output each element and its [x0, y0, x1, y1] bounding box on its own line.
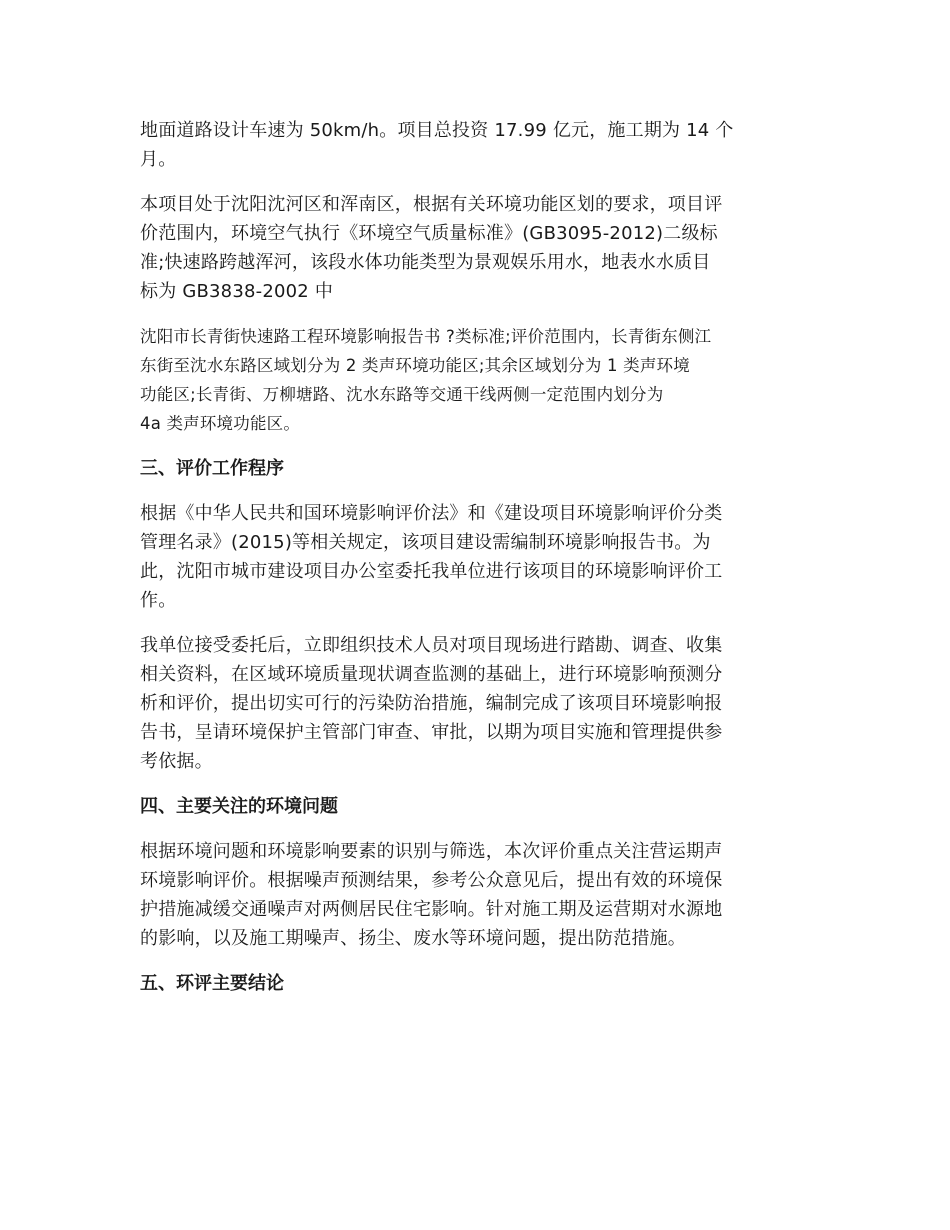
paragraph-functional-zoning: [140, 190, 820, 306]
text-line: 沈阳市长青街快速路工程环境影响报告书 ?类标准;评价范围内，长青街东侧江: [140, 327, 712, 346]
text-line: 的影响，以及施工期噪声、扬尘、废水等环境问题，提出防范措施。: [140, 928, 686, 949]
text-line: 准;快速路跨越浑河，该段水体功能类型为景观娱乐用水，地表水水质目: [140, 252, 711, 273]
text-line: 4a 类声环境功能区。: [140, 414, 301, 433]
text-line: 价范围内，环境空气执行《环境空气质量标准》(GB3095-2012)二级标: [140, 223, 718, 244]
text-line: 根据环境问题和环境影响要素的识别与筛选，本次评价重点关注营运期声: [140, 841, 723, 862]
text-line: 地面道路设计车速为 50km/h。项目总投资 17.99 亿元，施工期为 14 个: [140, 120, 734, 141]
text-line: 告书，呈请环境保护主管部门审查、审批，以期为项目实施和管理提供参: [140, 722, 723, 743]
text-line: 功能区;长青街、万柳塘路、沈水东路等交通干线两侧一定范围内划分为: [140, 385, 664, 404]
text-line: 标为 GB3838-2002 中: [140, 281, 334, 302]
text-line: 护措施减缓交通噪声对两侧居民住宅影响。针对施工期及运营期对水源地: [140, 899, 723, 920]
paragraph-work-process: [140, 631, 820, 776]
paragraph-noise-zoning: [140, 322, 820, 438]
text-line: 相关资料，在区域环境质量现状调查监测的基础上，进行环境影响预测分: [140, 664, 723, 685]
paragraph-legal-basis: [140, 499, 820, 615]
section-heading-conclusions: 五、环评主要结论: [140, 973, 284, 994]
text-line: 我单位接受委托后，立即组织技术人员对项目现场进行踏勘、调查、收集: [140, 635, 723, 656]
text-line: 考依据。: [140, 751, 213, 772]
text-line: 东街至沈水东路区域划分为 2 类声环境功能区;其余区域划分为 1 类声环境: [140, 356, 690, 375]
text-line: 月。: [140, 149, 177, 170]
text-line: 管理名录》(2015)等相关规定，该项目建设需编制环境影响报告书。为: [140, 532, 711, 553]
text-line: 析和评价，提出切实可行的污染防治措施，编制完成了该项目环境影响报: [140, 693, 723, 714]
section-heading-key-issues: 四、主要关注的环境问题: [140, 796, 338, 817]
text-line: 作。: [140, 590, 177, 611]
section-heading-evaluation-procedure: 三、评价工作程序: [140, 458, 284, 479]
document-page: [140, 116, 820, 998]
text-line: 根据《中华人民共和国环境影响评价法》和《建设项目环境影响评价分类: [140, 503, 723, 524]
paragraph-key-issues: [140, 837, 820, 953]
text-line: 环境影响评价。根据噪声预测结果，参考公众意见后，提出有效的环境保: [140, 870, 723, 891]
text-line: 本项目处于沈阳沈河区和浑南区，根据有关环境功能区划的要求，项目评: [140, 194, 723, 215]
text-line: 此，沈阳市城市建设项目办公室委托我单位进行该项目的环境影响评价工: [140, 561, 723, 582]
paragraph-design-speed: [140, 116, 820, 174]
